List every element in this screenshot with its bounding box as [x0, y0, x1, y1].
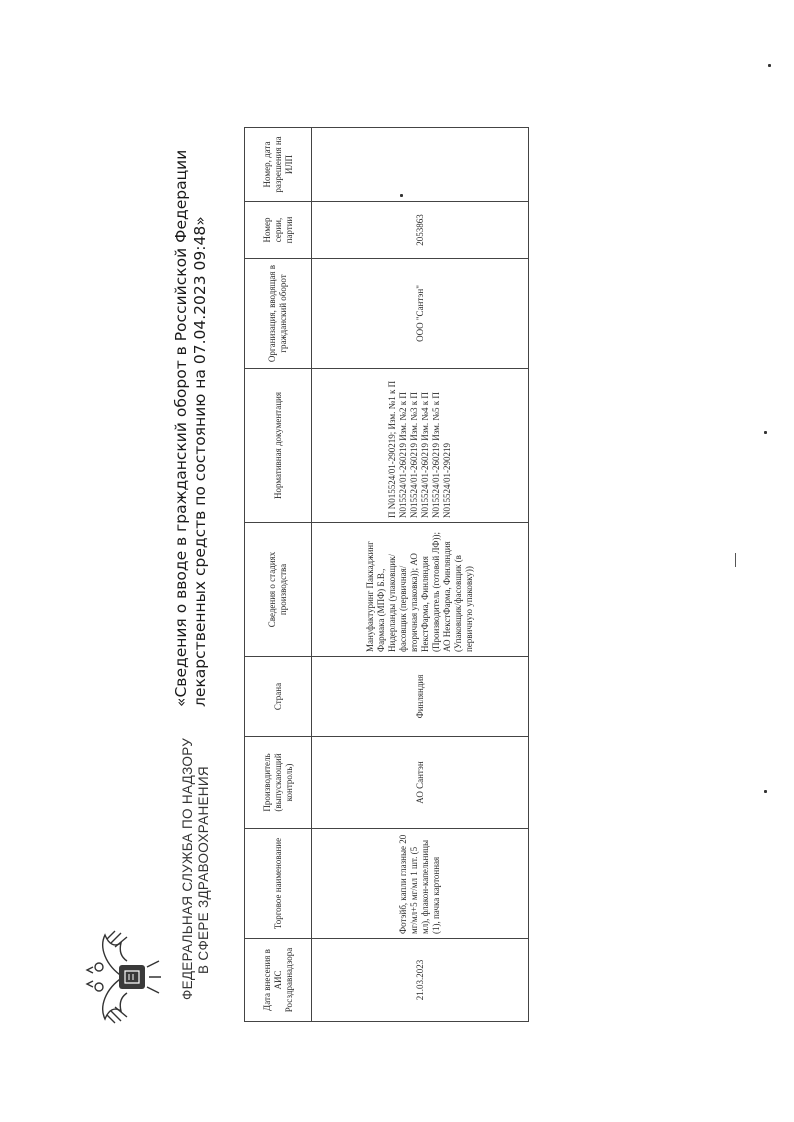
- agency-line-1: ФЕДЕРАЛЬНАЯ СЛУЖБА ПО НАДЗОРУ: [180, 737, 195, 1000]
- title-line-1: «Сведения о вводе в гражданский оборот в Российской Федерации: [172, 149, 190, 707]
- registration-table: [244, 127, 529, 1022]
- cell-country: Финляндия: [312, 657, 529, 737]
- column-header: Номер серии, партии: [245, 202, 312, 259]
- scan-artifact-dot: [764, 431, 767, 434]
- agency-name: [180, 737, 212, 1000]
- column-header: Номер, дата разрешения на ИЛП: [245, 128, 312, 202]
- table-header-row: [245, 128, 312, 1022]
- scan-artifact-dot: [768, 64, 771, 67]
- column-header: Дата внесения в АИС Росздравнадзора: [245, 939, 312, 1022]
- title-line-2: лекарственных средств по состоянию на 07.04.2023 09:48»: [191, 216, 209, 707]
- document-title: [172, 87, 210, 707]
- table-row: [312, 128, 529, 1022]
- cell-stages: Мануфактуринг Паккаджинг Фармака (МПФ) Б.В., Нидерланды (упаковщик/фасовщик (первичная/вторичная упаковка)); АО НекстФарма, Финляндия (Производитель (готовой ЛФ)); АО НекстФарма, Финляндия (Упаковщик/фасовщик (в первичную упаковку)): [312, 523, 529, 657]
- column-header: Страна: [245, 657, 312, 737]
- cell-manufacturer: АО Сантэн: [312, 737, 529, 829]
- scan-artifact-dot: [400, 194, 403, 197]
- agency-line-2: В СФЕРЕ ЗДРАВООХРАНЕНИЯ: [196, 766, 211, 974]
- cell-organization: ООО "Сантэн": [312, 259, 529, 369]
- column-header: Нормативная документация: [245, 369, 312, 523]
- column-header: Сведения о стадиях производства: [245, 523, 312, 657]
- column-header: Торговое наименование: [245, 829, 312, 939]
- column-header: Организация, вводящая в гражданский оборот: [245, 259, 312, 369]
- cell-batch: 2053863: [312, 202, 529, 259]
- cell-permit: [312, 128, 529, 202]
- cell-date: 21.03.2023: [312, 939, 529, 1022]
- scan-artifact-dot: [764, 790, 767, 793]
- scan-artifact-mark: [735, 553, 736, 567]
- double-headed-eagle-emblem-icon: [85, 917, 165, 1037]
- cell-docs: П N015524/01-290219; Изм. №1 к П N015524/01-260219 Изм. №2 к П N015524/01-260219 Изм. №3 к П N015524/01-260219 Изм. №4 к П N015524/01-260219 Изм. №5 к П N015524/01-290219: [312, 369, 529, 523]
- cell-trade-name: Фотэйб, капли глазные 20 мг/мл+5 мг/мл 1 шт. (5 мл), флакон-капельницы (1), пачка картонная: [312, 829, 529, 939]
- column-header: Производитель (выпускающий контроль): [245, 737, 312, 829]
